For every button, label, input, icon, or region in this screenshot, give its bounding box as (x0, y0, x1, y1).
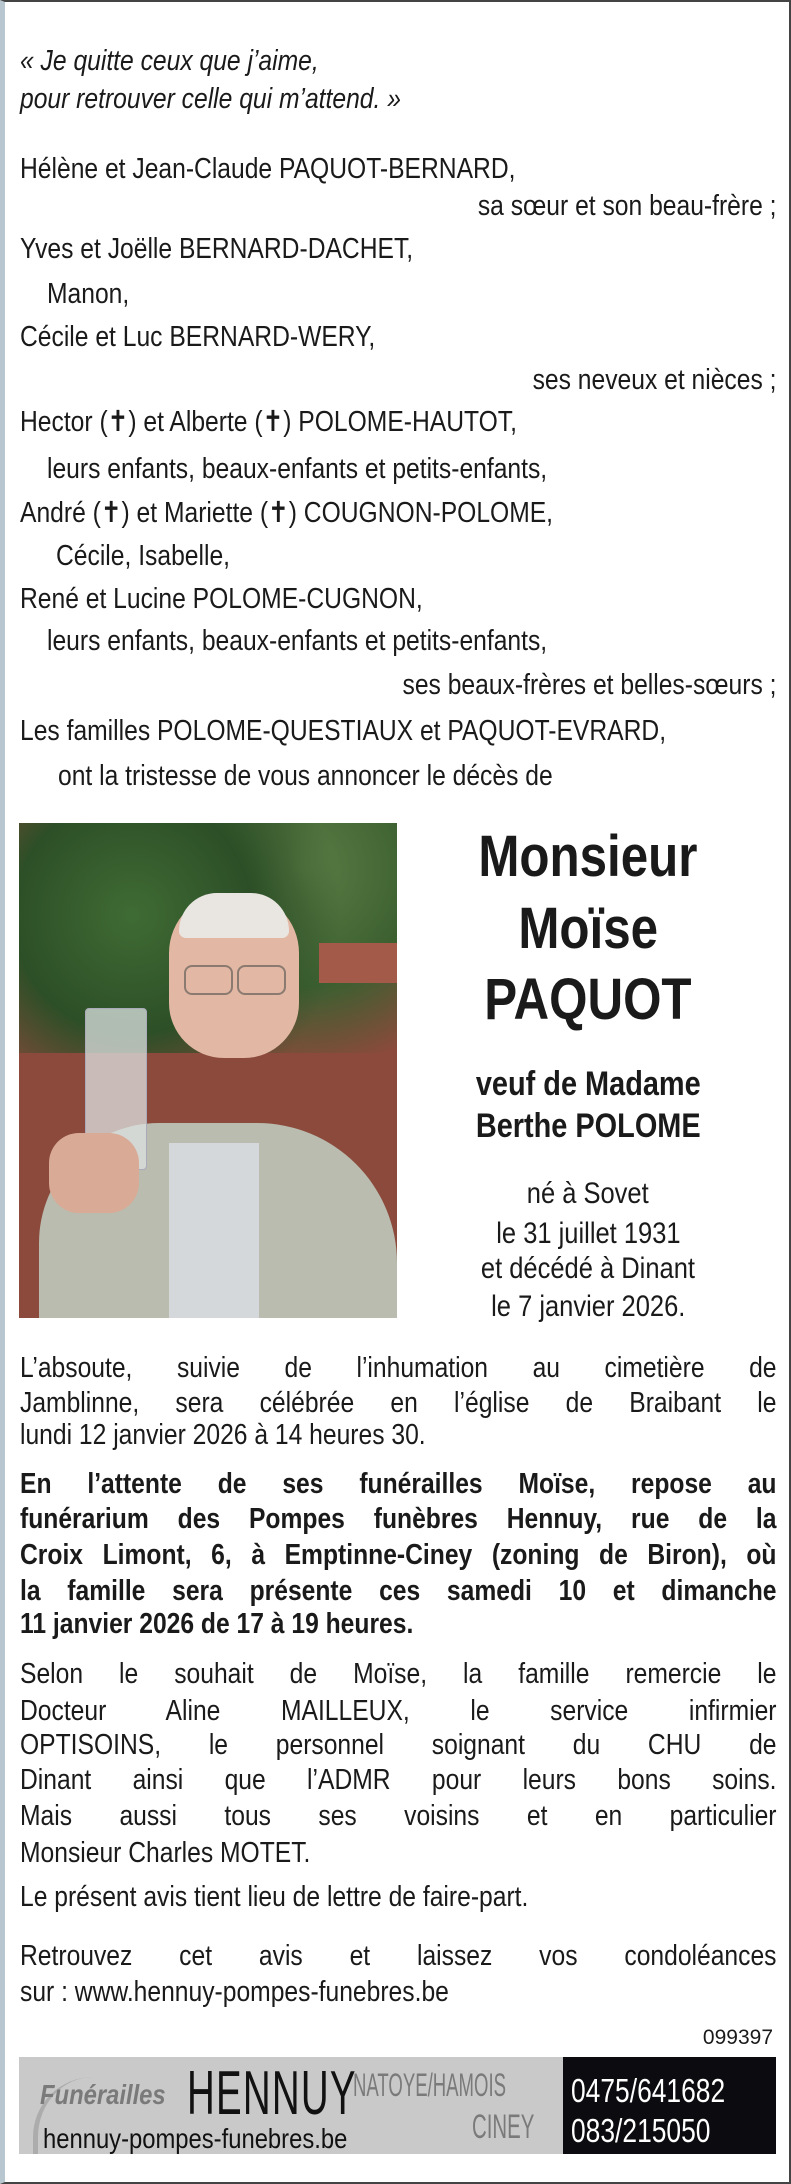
family-line: Hélène et Jean-Claude PAQUOT-BERNARD, (20, 153, 516, 185)
phone-number[interactable]: 0475/641682 (571, 2072, 726, 2109)
widower-line: Berthe POLOME (475, 1107, 701, 1145)
family-line: leurs enfants, beaux-enfants et petits-enfants, (47, 453, 548, 485)
family-line: leurs enfants, beaux-enfants et petits-enfants, (47, 625, 548, 657)
announcement-line: ont la tristesse de vous annoncer le décès de (58, 760, 553, 792)
viewing-line: la famille sera présente ces samedi 10 et dimanche (20, 1575, 777, 1607)
brand-logo: HENNUY (187, 2059, 357, 2128)
family-line: Manon, (47, 278, 130, 310)
deceased-last-name: PAQUOT (484, 967, 692, 1032)
birth-death-line: et décédé à Dinant (480, 1252, 696, 1285)
thanks-line: Mais aussi tous ses voisins et en particulier (20, 1800, 777, 1832)
deceased-first-name: Moïse (518, 896, 658, 961)
family-relation: ses neveux et nièces ; (532, 364, 777, 396)
family-line: André (✝) et Mariette (✝) COUGNON-POLOME, (20, 497, 554, 529)
family-line: Les familles POLOME-QUESTIAUX et PAQUOT-EVRARD, (20, 715, 667, 747)
ceremony-line: Jamblinne, sera célébrée en l’église de Braibant le (20, 1387, 777, 1419)
family-relation: ses beaux-frères et belles-sœurs ; (402, 669, 777, 701)
phone-number[interactable]: 083/215050 (571, 2112, 711, 2149)
family-relation: sa sœur et son beau-frère ; (477, 190, 777, 222)
family-line: Cécile, Isabelle, (56, 540, 231, 572)
family-line: Cécile et Luc BERNARD-WERY, (20, 321, 376, 353)
banner-location-ciney: CINEY (472, 2108, 535, 2146)
family-line: Hector (✝) et Alberte (✝) POLOME-HAUTOT, (20, 406, 517, 438)
family-line: Yves et Joëlle BERNARD-DACHET, (20, 233, 414, 265)
notice-line: Le présent avis tient lieu de lettre de faire-part. (20, 1881, 529, 1913)
viewing-line: Croix Limont, 6, à Emptinne-Ciney (zoning de Biron), où (20, 1539, 777, 1571)
quote-line: « Je quitte ceux que j’aime, (20, 45, 319, 77)
banner-website-link[interactable]: hennuy-pompes-funebres.be (43, 2123, 348, 2154)
thanks-line: OPTISOINS, le personnel soignant du CHU de (20, 1729, 777, 1761)
deceased-photo (19, 823, 397, 1318)
banner-locations: NATOYE/HAMOIS (353, 2067, 506, 2103)
banner-prefix: Funérailles (40, 2079, 166, 2110)
thanks-line: Dinant ainsi que l’ADMR pour leurs bons soins. (20, 1764, 777, 1796)
viewing-line: En l’attente de ses funérailles Moïse, repose au (20, 1468, 777, 1500)
deceased-title: Monsieur (478, 824, 698, 889)
condolences-line: Retrouvez cet avis et laissez vos condoléances (20, 1940, 777, 1972)
birth-death-line: le 31 juillet 1931 (495, 1217, 681, 1250)
quote-line: pour retrouver celle qui m’attend. » (20, 83, 401, 115)
ceremony-line: lundi 12 janvier 2026 à 14 heures 30. (20, 1419, 426, 1451)
thanks-line: Monsieur Charles MOTET. (20, 1837, 311, 1869)
reference-number: 099397 (702, 2026, 773, 2049)
thanks-line: Selon le souhait de Moïse, la famille remercie le (20, 1658, 777, 1690)
thanks-line: Docteur Aline MAILLEUX, le service infirmier (20, 1695, 777, 1727)
birth-death-line: le 7 janvier 2026. (490, 1290, 686, 1323)
family-line: René et Lucine POLOME-CUGNON, (20, 583, 423, 615)
birth-death-line: né à Sovet (527, 1177, 649, 1210)
phone-box (563, 2057, 776, 2154)
viewing-line: 11 janvier 2026 de 17 à 19 heures. (20, 1608, 414, 1640)
condolences-link[interactable]: sur : www.hennuy-pompes-funebres.be (20, 1976, 449, 2008)
funeral-home-banner (19, 2057, 776, 2154)
ceremony-line: L’absoute, suivie de l’inhumation au cimetière de (20, 1352, 777, 1384)
viewing-line: funérarium des Pompes funèbres Hennuy, rue de la (20, 1503, 777, 1535)
widower-line: veuf de Madame (475, 1065, 701, 1103)
